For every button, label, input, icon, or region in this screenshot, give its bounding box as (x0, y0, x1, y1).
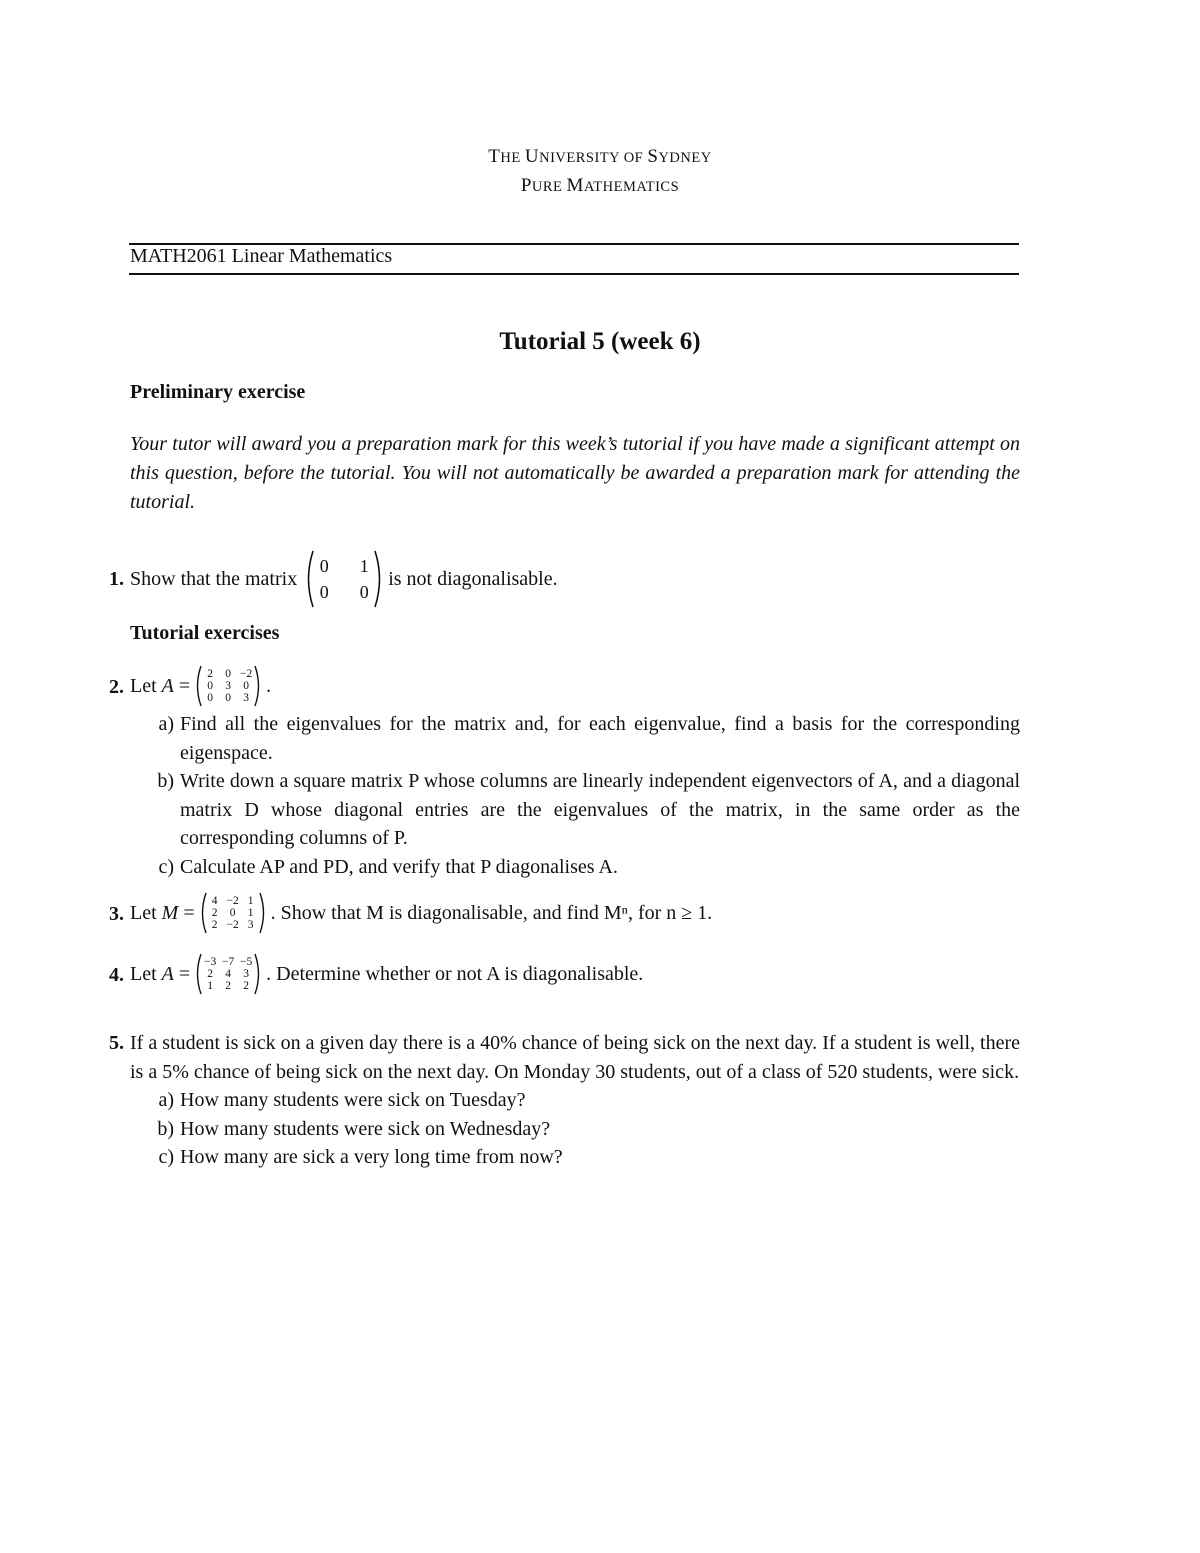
part-text: Calculate AP and PD, and verify that P diagonalises A. (180, 855, 618, 878)
matrix-entry: −2 (240, 668, 253, 680)
matrix-entry: 4 (225, 968, 232, 980)
matrix-entry: 0 (359, 582, 369, 602)
matrix-entry: 1 (247, 907, 254, 919)
right-paren-icon (253, 952, 263, 996)
question-4 (100, 950, 1020, 998)
matrix-entry: 2 (211, 907, 218, 919)
part-a (158, 1086, 1020, 1115)
statement-end: . (266, 674, 272, 697)
let-word: Let (130, 674, 157, 697)
part-text: Write down a square matrix P whose columns are linearly independent eigenvectors of A, and a diagonal matrix D whose diagonal entries are the eigenvalues of the matrix, in the same order as the corresponding columns of P. (180, 770, 1020, 849)
matrix-q4 (193, 952, 263, 996)
matrix-q3-entries (208, 895, 258, 931)
matrix-entry: 0 (225, 692, 232, 704)
page-title: Tutorial 5 (week 6) (499, 328, 701, 355)
right-paren-icon (253, 664, 263, 708)
equals-sign: = (178, 962, 191, 985)
equals-sign: = (178, 674, 191, 697)
part-text: How many students were sick on Tuesday? (180, 1089, 526, 1111)
part-text: How many are sick a very long time from now? (180, 1146, 563, 1168)
variable-a: A (161, 962, 174, 985)
question-3-statement (130, 889, 1020, 937)
left-paren-icon (303, 549, 315, 609)
part-text: Find all the eigenvalues for the matrix and, for each eigenvalue, find a basis for the corresponding eigenspace. (180, 713, 1020, 764)
part-b (157, 1115, 1020, 1144)
right-paren-icon (373, 549, 385, 609)
matrix-entry: 3 (243, 692, 250, 704)
left-paren-icon (198, 891, 208, 935)
matrix-entry: 2 (225, 980, 232, 992)
question-5-parts (130, 1086, 1020, 1172)
tutorial-heading: Tutorial exercises (130, 622, 280, 644)
matrix-entry: 1 (247, 895, 254, 907)
question-1 (100, 549, 1020, 609)
part-label: c) (158, 1146, 174, 1168)
matrix-entry: 0 (319, 582, 329, 602)
matrix-q1 (303, 549, 385, 609)
matrix-entry: 2 (211, 919, 218, 931)
bottom-rule (129, 273, 1019, 275)
matrix-entry: 0 (243, 680, 250, 692)
variable-m: M (161, 901, 179, 924)
matrix-entry: −3 (204, 956, 217, 968)
part-c (158, 1143, 1020, 1172)
matrix-entry: 0 (229, 907, 236, 919)
question-number: 1. (109, 568, 124, 590)
matrix-entry: 2 (243, 980, 250, 992)
matrix-q4-entries (203, 956, 253, 992)
matrix-q2-entries (203, 668, 253, 704)
question-2-statement (130, 662, 1020, 710)
let-word: Let (130, 901, 157, 924)
matrix-q3 (198, 891, 268, 935)
question-5-text: If a student is sick on a given day there is a 40% chance of being sick on the next day. If a student is well, there is a 5% chance of being sick on the next day. On Monday 30 students, out of a class of 520 students, were sick. (130, 1032, 1020, 1083)
left-paren-icon (193, 952, 203, 996)
matrix-entry: −2 (226, 895, 239, 907)
question-number: 5. (109, 1032, 124, 1054)
question-2-parts (130, 710, 1020, 881)
matrix-entry: 2 (207, 968, 214, 980)
matrix-entry: 3 (243, 968, 250, 980)
question-3-text: . Show that M is diagonalisable, and find Mⁿ, for n ≥ 1. (270, 901, 713, 924)
question-number: 3. (109, 903, 124, 925)
part-text: How many students were sick on Wednesday? (180, 1117, 551, 1140)
part-label: b) (157, 770, 174, 792)
matrix-entry: −2 (226, 919, 239, 931)
right-paren-icon (258, 891, 268, 935)
question-1-text-after: is not diagonalisable. (388, 567, 558, 590)
matrix-entry: 1 (359, 556, 369, 576)
part-label: c) (158, 855, 174, 878)
matrix-entry: −7 (222, 956, 235, 968)
question-1-body (130, 549, 1020, 609)
department-name: PURE MATHEMATICS (520, 175, 680, 196)
matrix-entry: 2 (207, 668, 214, 680)
part-label: b) (157, 1117, 174, 1140)
question-5 (100, 1029, 1020, 1172)
equals-sign: = (183, 901, 195, 924)
left-paren-icon (193, 664, 203, 708)
matrix-entry: −5 (240, 956, 253, 968)
part-b (157, 767, 1020, 853)
question-4-text: . Determine whether or not A is diagonalisable. (266, 962, 644, 985)
question-2 (100, 662, 1020, 881)
question-1-text-before: Show that the matrix (130, 567, 298, 590)
university-name: THE UNIVERSITY OF SYDNEY (488, 146, 712, 167)
preliminary-note: Your tutor will award you a preparation mark for this week’s tutorial if you have made a significant attempt on this question, before the tutorial. You will not automatically be awarded a preparation mark for attending the tutorial. (130, 433, 1020, 513)
course-title: MATH2061 Linear Mathematics (130, 245, 393, 267)
preliminary-heading: Preliminary exercise (130, 381, 306, 403)
matrix-entry: 0 (207, 692, 214, 704)
question-4-statement (130, 950, 1020, 998)
part-a (158, 710, 1020, 767)
matrix-entry: 0 (207, 680, 214, 692)
matrix-entry: 0 (319, 556, 329, 576)
matrix-q2 (193, 664, 263, 708)
question-number: 2. (109, 676, 124, 698)
matrix-q1-entries (315, 553, 373, 605)
let-word: Let (130, 962, 157, 985)
variable-a: A (161, 674, 174, 697)
part-label: a) (158, 713, 174, 735)
matrix-entry: 4 (211, 895, 218, 907)
matrix-entry: 3 (225, 680, 232, 692)
matrix-entry: 3 (247, 919, 254, 931)
question-number: 4. (109, 964, 124, 986)
matrix-entry: 1 (207, 980, 214, 992)
part-c (158, 853, 1020, 882)
question-3 (100, 889, 1020, 937)
matrix-entry: 0 (225, 668, 232, 680)
part-label: a) (158, 1089, 174, 1111)
